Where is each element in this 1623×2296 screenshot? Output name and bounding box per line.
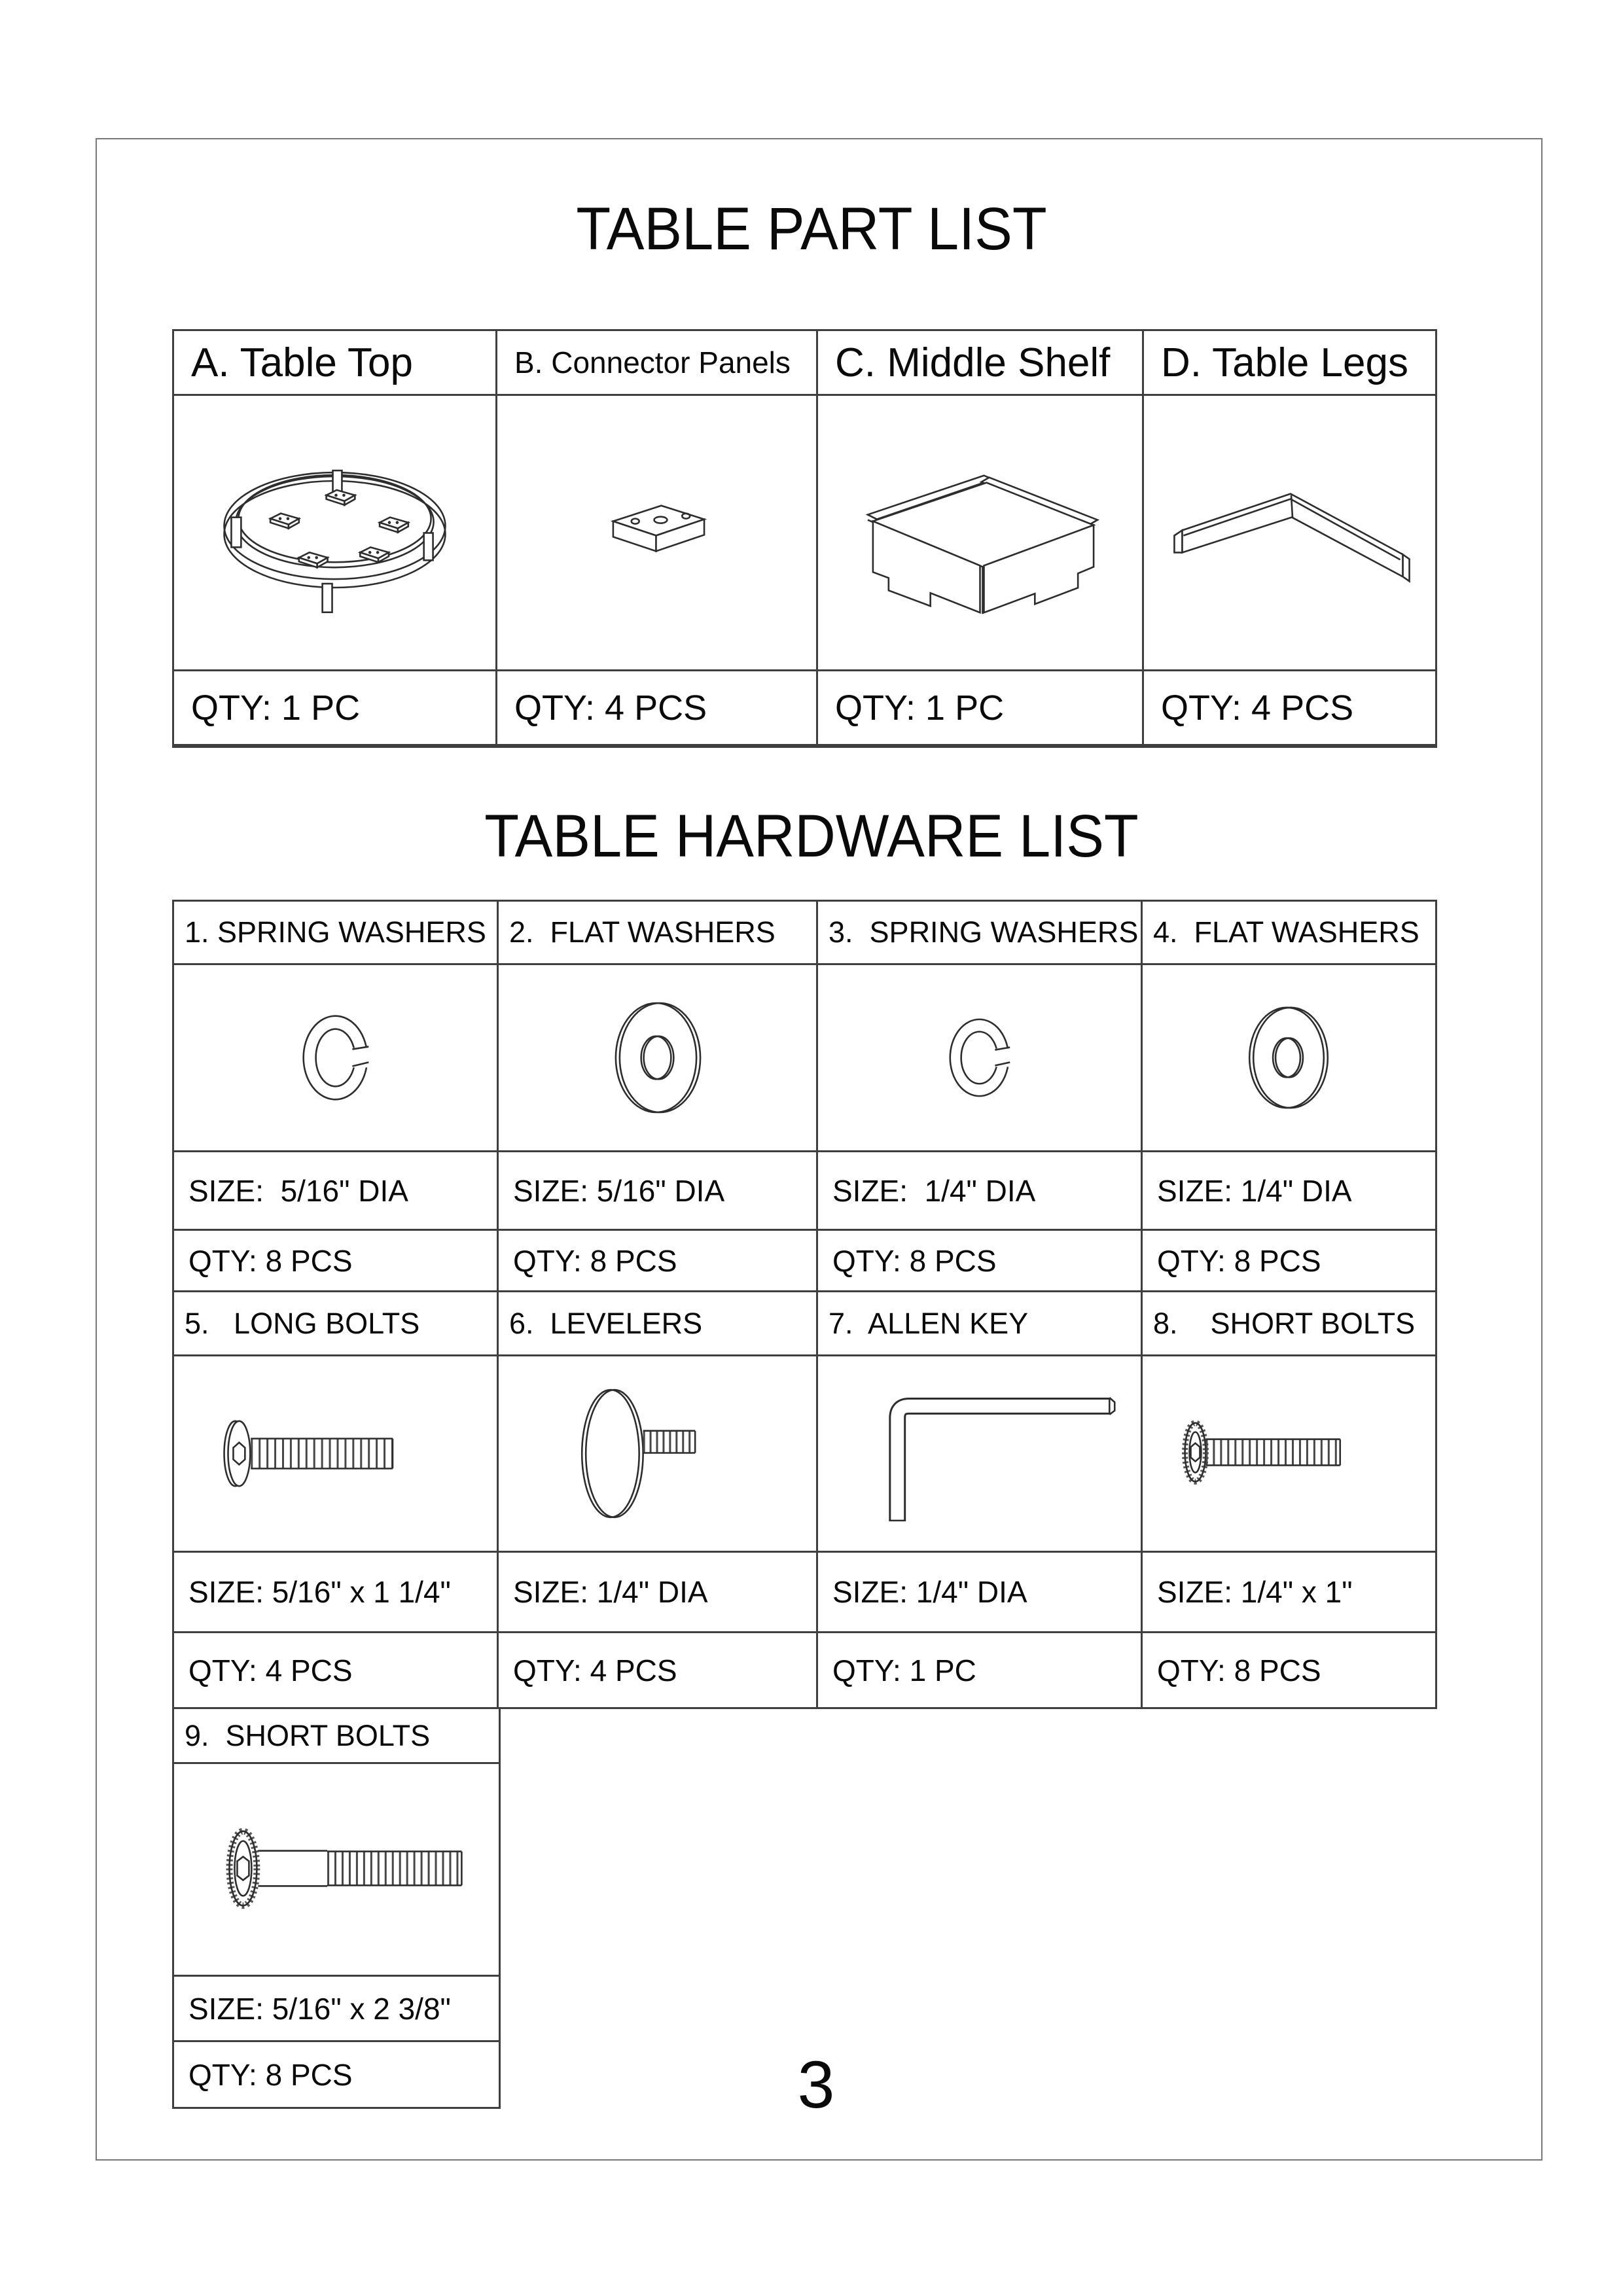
part-list-table [172,329,1437,748]
hw-1-header: 1. SPRING WASHERS [174,902,499,965]
hw-1-size: SIZE: 5/16" DIA [174,1152,499,1231]
hw-8-size: SIZE: 1/4" x 1" [1143,1553,1435,1633]
hw-8-qty: QTY: 8 PCS [1143,1633,1435,1707]
spring-washer-icon [174,965,499,1152]
hw-9-header: 9. SHORT BOLTS [174,1709,499,1764]
hw-5-qty: QTY: 4 PCS [174,1633,499,1707]
connector-panel-icon [497,396,818,671]
short-bolt-icon [1143,1356,1435,1553]
part-c-qty: QTY: 1 PC [818,671,1144,746]
hardware-table [172,900,1437,1709]
hw-6-size: SIZE: 1/4" DIA [499,1553,818,1633]
hw-3-header: 3. SPRING WASHERS [818,902,1143,965]
part-d-header: D. Table Legs [1144,331,1435,396]
hw-5-size: SIZE: 5/16" x 1 1/4" [174,1553,499,1633]
long-bolt-icon [174,1356,499,1553]
hw-3-qty: QTY: 8 PCS [818,1231,1143,1292]
hardware-list-title: TABLE HARDWARE LIST [484,803,1139,870]
hw-4-size: SIZE: 1/4" DIA [1143,1152,1435,1231]
hw-6-qty: QTY: 4 PCS [499,1633,818,1707]
part-c-header: C. Middle Shelf [818,331,1144,396]
page-number: 3 [797,2047,835,2122]
hw-1-qty: QTY: 8 PCS [174,1231,499,1292]
part-a-qty: QTY: 1 PC [174,671,497,746]
spring-washer-icon [818,965,1143,1152]
part-list-title: TABLE PART LIST [576,196,1047,262]
hw-3-size: SIZE: 1/4" DIA [818,1152,1143,1231]
hw-5-header: 5. LONG BOLTS [174,1292,499,1356]
allen-key-icon [818,1356,1143,1553]
flat-washer-icon [499,965,818,1152]
hw-2-size: SIZE: 5/16" DIA [499,1152,818,1231]
part-b-header: B. Connector Panels [497,331,818,396]
hardware-table-extension [172,1709,501,2109]
hw-2-qty: QTY: 8 PCS [499,1231,818,1292]
middle-shelf-icon [818,396,1144,671]
hw-4-header: 4. FLAT WASHERS [1143,902,1435,965]
hw-2-header: 2. FLAT WASHERS [499,902,818,965]
part-b-qty: QTY: 4 PCS [497,671,818,746]
short-bolt-long-icon [174,1764,499,1977]
flat-washer-icon [1143,965,1435,1152]
hw-9-size: SIZE: 5/16" x 2 3/8" [174,1977,499,2042]
hw-4-qty: QTY: 8 PCS [1143,1231,1435,1292]
part-d-qty: QTY: 4 PCS [1144,671,1435,746]
hw-8-header: 8. SHORT BOLTS [1143,1292,1435,1356]
hw-7-qty: QTY: 1 PC [818,1633,1143,1707]
leveler-icon [499,1356,818,1553]
table-top-icon [174,396,497,671]
hw-9-qty: QTY: 8 PCS [174,2042,499,2107]
part-a-header: A. Table Top [174,331,497,396]
hw-7-header: 7. ALLEN KEY [818,1292,1143,1356]
table-leg-icon [1144,396,1435,671]
hw-6-header: 6. LEVELERS [499,1292,818,1356]
hw-7-size: SIZE: 1/4" DIA [818,1553,1143,1633]
